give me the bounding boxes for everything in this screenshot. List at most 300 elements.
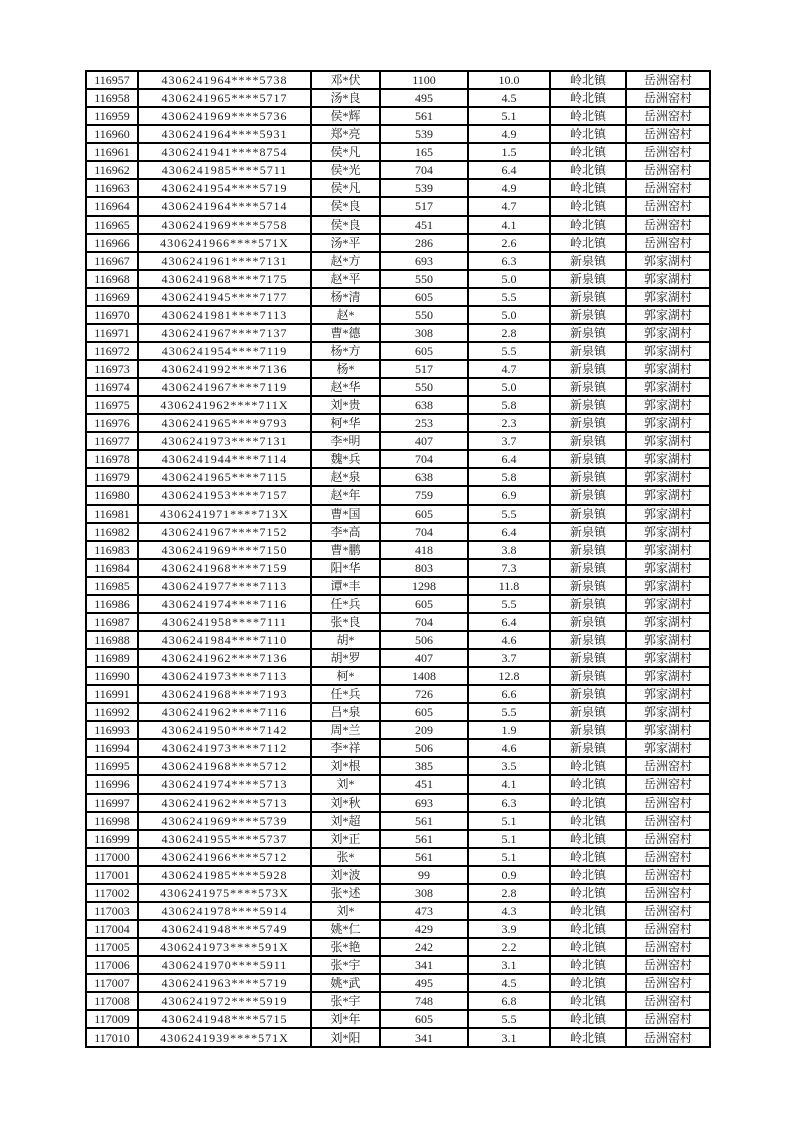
cell-serial-number: 116995: [86, 757, 138, 775]
cell-amount: 517: [380, 360, 468, 378]
cell-amount: 550: [380, 270, 468, 288]
cell-area: 5.5: [468, 505, 550, 523]
cell-area: 5.1: [468, 812, 550, 830]
cell-id-number: 4306241967****7119: [138, 378, 311, 396]
cell-area: 7.3: [468, 559, 550, 577]
cell-amount: 495: [380, 89, 468, 107]
cell-name: 李*高: [311, 523, 380, 541]
cell-area: 4.3: [468, 902, 550, 920]
cell-town: 岭北镇: [550, 216, 626, 234]
cell-amount: 517: [380, 197, 468, 215]
cell-name: 谭*丰: [311, 577, 380, 595]
cell-serial-number: 117010: [86, 1028, 138, 1047]
table-row: [86, 450, 710, 468]
cell-name: 姚*武: [311, 974, 380, 992]
cell-serial-number: 116967: [86, 252, 138, 270]
cell-name: 张*宇: [311, 992, 380, 1010]
cell-village: 郭家湖村: [626, 486, 710, 504]
table-row: [86, 866, 710, 884]
table-row: [86, 505, 710, 523]
cell-id-number: 4306241954****5719: [138, 179, 311, 197]
cell-town: 岭北镇: [550, 107, 626, 125]
table-row: [86, 830, 710, 848]
cell-id-number: 4306241962****7136: [138, 649, 311, 667]
cell-amount: 308: [380, 884, 468, 902]
cell-amount: 704: [380, 523, 468, 541]
cell-serial-number: 117009: [86, 1010, 138, 1028]
cell-amount: 242: [380, 938, 468, 956]
cell-town: 新泉镇: [550, 252, 626, 270]
cell-village: 岳洲窑村: [626, 938, 710, 956]
table-row: [86, 757, 710, 775]
cell-area: 4.6: [468, 739, 550, 757]
cell-area: 3.9: [468, 920, 550, 938]
cell-amount: 605: [380, 703, 468, 721]
cell-serial-number: 116973: [86, 360, 138, 378]
cell-serial-number: 116990: [86, 667, 138, 685]
cell-village: 岳洲窑村: [626, 125, 710, 143]
table-row: [86, 288, 710, 306]
cell-name: 张*: [311, 848, 380, 866]
cell-area: 1.9: [468, 721, 550, 739]
cell-village: 岳洲窑村: [626, 161, 710, 179]
table-row: [86, 71, 710, 89]
table-row: [86, 685, 710, 703]
cell-serial-number: 116994: [86, 739, 138, 757]
cell-area: 5.5: [468, 703, 550, 721]
table-row: [86, 179, 710, 197]
cell-area: 3.1: [468, 1028, 550, 1047]
cell-id-number: 4306241992****7136: [138, 360, 311, 378]
cell-town: 新泉镇: [550, 432, 626, 450]
cell-area: 6.6: [468, 685, 550, 703]
cell-id-number: 4306241944****7114: [138, 450, 311, 468]
cell-serial-number: 116980: [86, 486, 138, 504]
cell-area: 3.1: [468, 956, 550, 974]
cell-id-number: 4306241964****5931: [138, 125, 311, 143]
cell-village: 岳洲窑村: [626, 812, 710, 830]
cell-town: 岭北镇: [550, 143, 626, 161]
cell-serial-number: 116976: [86, 414, 138, 432]
cell-serial-number: 116966: [86, 234, 138, 252]
cell-area: 4.6: [468, 631, 550, 649]
cell-amount: 638: [380, 396, 468, 414]
cell-area: 2.2: [468, 938, 550, 956]
table-row: [86, 812, 710, 830]
cell-town: 新泉镇: [550, 270, 626, 288]
cell-area: 5.1: [468, 848, 550, 866]
cell-area: 3.8: [468, 541, 550, 559]
table-row: [86, 306, 710, 324]
table-row: [86, 360, 710, 378]
cell-id-number: 4306241968****7159: [138, 559, 311, 577]
cell-serial-number: 116986: [86, 595, 138, 613]
cell-name: 柯*华: [311, 414, 380, 432]
cell-serial-number: 117000: [86, 848, 138, 866]
cell-amount: 803: [380, 559, 468, 577]
cell-name: 赵*华: [311, 378, 380, 396]
cell-town: 新泉镇: [550, 486, 626, 504]
cell-amount: 561: [380, 107, 468, 125]
cell-name: 郑*亮: [311, 125, 380, 143]
cell-id-number: 4306241945****7177: [138, 288, 311, 306]
cell-id-number: 4306241939****571X: [138, 1028, 311, 1047]
cell-area: 4.1: [468, 216, 550, 234]
cell-amount: 209: [380, 721, 468, 739]
cell-town: 新泉镇: [550, 577, 626, 595]
cell-serial-number: 116972: [86, 342, 138, 360]
cell-name: 刘*正: [311, 830, 380, 848]
cell-amount: 451: [380, 216, 468, 234]
cell-area: 6.4: [468, 613, 550, 631]
cell-amount: 704: [380, 161, 468, 179]
cell-village: 郭家湖村: [626, 667, 710, 685]
table-row: [86, 396, 710, 414]
cell-id-number: 4306241953****7157: [138, 486, 311, 504]
cell-serial-number: 116962: [86, 161, 138, 179]
table-body: [86, 71, 710, 1047]
cell-amount: 506: [380, 739, 468, 757]
cell-serial-number: 116961: [86, 143, 138, 161]
cell-town: 岭北镇: [550, 884, 626, 902]
cell-village: 郭家湖村: [626, 721, 710, 739]
cell-town: 新泉镇: [550, 721, 626, 739]
cell-area: 6.9: [468, 486, 550, 504]
cell-village: 郭家湖村: [626, 468, 710, 486]
cell-village: 郭家湖村: [626, 306, 710, 324]
cell-area: 6.3: [468, 794, 550, 812]
table-row: [86, 486, 710, 504]
cell-area: 6.4: [468, 161, 550, 179]
cell-amount: 605: [380, 342, 468, 360]
cell-id-number: 4306241970****5911: [138, 956, 311, 974]
cell-area: 5.8: [468, 468, 550, 486]
cell-id-number: 4306241977****7113: [138, 577, 311, 595]
cell-village: 郭家湖村: [626, 270, 710, 288]
cell-village: 岳洲窑村: [626, 216, 710, 234]
cell-area: 1.5: [468, 143, 550, 161]
cell-village: 岳洲窑村: [626, 794, 710, 812]
cell-amount: 1408: [380, 667, 468, 685]
cell-village: 郭家湖村: [626, 252, 710, 270]
cell-serial-number: 116965: [86, 216, 138, 234]
cell-serial-number: 116979: [86, 468, 138, 486]
cell-town: 新泉镇: [550, 378, 626, 396]
cell-id-number: 4306241971****713X: [138, 505, 311, 523]
cell-amount: 550: [380, 306, 468, 324]
cell-id-number: 4306241964****5738: [138, 71, 311, 89]
cell-serial-number: 116970: [86, 306, 138, 324]
cell-town: 岭北镇: [550, 71, 626, 89]
cell-amount: 759: [380, 486, 468, 504]
cell-area: 3.5: [468, 757, 550, 775]
cell-amount: 748: [380, 992, 468, 1010]
cell-name: 汤*平: [311, 234, 380, 252]
cell-id-number: 4306241973****7112: [138, 739, 311, 757]
cell-town: 新泉镇: [550, 450, 626, 468]
table-row: [86, 1010, 710, 1028]
cell-town: 新泉镇: [550, 342, 626, 360]
table-row: [86, 631, 710, 649]
cell-name: 张*良: [311, 613, 380, 631]
cell-serial-number: 116969: [86, 288, 138, 306]
cell-area: 4.5: [468, 89, 550, 107]
cell-name: 周*兰: [311, 721, 380, 739]
cell-id-number: 4306241969****5739: [138, 812, 311, 830]
table-row: [86, 432, 710, 450]
cell-village: 郭家湖村: [626, 324, 710, 342]
cell-name: 侯*凡: [311, 143, 380, 161]
cell-amount: 253: [380, 414, 468, 432]
cell-amount: 165: [380, 143, 468, 161]
cell-serial-number: 116975: [86, 396, 138, 414]
cell-amount: 726: [380, 685, 468, 703]
cell-id-number: 4306241955****5737: [138, 830, 311, 848]
cell-serial-number: 117006: [86, 956, 138, 974]
cell-town: 岭北镇: [550, 197, 626, 215]
cell-amount: 704: [380, 613, 468, 631]
cell-town: 岭北镇: [550, 902, 626, 920]
cell-town: 岭北镇: [550, 992, 626, 1010]
cell-town: 岭北镇: [550, 234, 626, 252]
cell-id-number: 4306241962****7116: [138, 703, 311, 721]
cell-name: 侯*良: [311, 197, 380, 215]
cell-name: 李*明: [311, 432, 380, 450]
cell-serial-number: 116974: [86, 378, 138, 396]
cell-village: 岳洲窑村: [626, 143, 710, 161]
cell-village: 郭家湖村: [626, 577, 710, 595]
cell-village: 郭家湖村: [626, 450, 710, 468]
table-row: [86, 848, 710, 866]
table-row: [86, 143, 710, 161]
cell-area: 2.6: [468, 234, 550, 252]
cell-village: 郭家湖村: [626, 360, 710, 378]
cell-name: 阳*华: [311, 559, 380, 577]
cell-name: 胡*: [311, 631, 380, 649]
cell-name: 李*祥: [311, 739, 380, 757]
cell-amount: 605: [380, 505, 468, 523]
cell-id-number: 4306241966****5712: [138, 848, 311, 866]
cell-village: 岳洲窑村: [626, 234, 710, 252]
table-row: [86, 216, 710, 234]
table-row: [86, 252, 710, 270]
table-row: [86, 938, 710, 956]
cell-town: 新泉镇: [550, 505, 626, 523]
cell-name: 刘*波: [311, 866, 380, 884]
cell-id-number: 4306241974****7116: [138, 595, 311, 613]
cell-area: 12.8: [468, 667, 550, 685]
cell-id-number: 4306241967****7137: [138, 324, 311, 342]
cell-area: 2.3: [468, 414, 550, 432]
cell-amount: 539: [380, 125, 468, 143]
table-row: [86, 721, 710, 739]
cell-id-number: 4306241967****7152: [138, 523, 311, 541]
cell-village: 岳洲窑村: [626, 866, 710, 884]
cell-town: 岭北镇: [550, 89, 626, 107]
cell-village: 郭家湖村: [626, 649, 710, 667]
cell-village: 郭家湖村: [626, 378, 710, 396]
cell-village: 郭家湖村: [626, 559, 710, 577]
cell-name: 邓*伏: [311, 71, 380, 89]
cell-serial-number: 116997: [86, 794, 138, 812]
cell-amount: 638: [380, 468, 468, 486]
cell-town: 岭北镇: [550, 830, 626, 848]
cell-serial-number: 117002: [86, 884, 138, 902]
cell-area: 5.5: [468, 342, 550, 360]
cell-serial-number: 116968: [86, 270, 138, 288]
cell-town: 新泉镇: [550, 631, 626, 649]
cell-id-number: 4306241965****9793: [138, 414, 311, 432]
cell-id-number: 4306241958****7111: [138, 613, 311, 631]
cell-amount: 605: [380, 288, 468, 306]
cell-area: 5.8: [468, 396, 550, 414]
cell-village: 岳洲窑村: [626, 974, 710, 992]
cell-name: 张*艳: [311, 938, 380, 956]
cell-serial-number: 116960: [86, 125, 138, 143]
cell-town: 岭北镇: [550, 956, 626, 974]
cell-town: 新泉镇: [550, 667, 626, 685]
cell-village: 郭家湖村: [626, 505, 710, 523]
cell-serial-number: 116959: [86, 107, 138, 125]
cell-serial-number: 116987: [86, 613, 138, 631]
table-row: [86, 270, 710, 288]
cell-village: 岳洲窑村: [626, 89, 710, 107]
cell-name: 杨*: [311, 360, 380, 378]
cell-amount: 561: [380, 812, 468, 830]
cell-amount: 286: [380, 234, 468, 252]
cell-amount: 539: [380, 179, 468, 197]
cell-amount: 99: [380, 866, 468, 884]
table-row: [86, 613, 710, 631]
cell-id-number: 4306241941****8754: [138, 143, 311, 161]
cell-id-number: 4306241968****5712: [138, 757, 311, 775]
cell-name: 任*兵: [311, 595, 380, 613]
cell-town: 岭北镇: [550, 920, 626, 938]
cell-name: 刘*贵: [311, 396, 380, 414]
cell-area: 4.7: [468, 360, 550, 378]
cell-name: 张*宇: [311, 956, 380, 974]
cell-name: 侯*光: [311, 161, 380, 179]
cell-id-number: 4306241975****573X: [138, 884, 311, 902]
cell-area: 4.7: [468, 197, 550, 215]
cell-serial-number: 116978: [86, 450, 138, 468]
cell-village: 郭家湖村: [626, 739, 710, 757]
cell-id-number: 4306241965****5717: [138, 89, 311, 107]
cell-amount: 605: [380, 1010, 468, 1028]
table-row: [86, 541, 710, 559]
cell-area: 11.8: [468, 577, 550, 595]
cell-id-number: 4306241962****5713: [138, 794, 311, 812]
cell-town: 岭北镇: [550, 974, 626, 992]
cell-serial-number: 117008: [86, 992, 138, 1010]
table-row: [86, 378, 710, 396]
cell-id-number: 4306241948****5715: [138, 1010, 311, 1028]
cell-village: 郭家湖村: [626, 595, 710, 613]
table-row: [86, 559, 710, 577]
cell-village: 郭家湖村: [626, 288, 710, 306]
table-row: [86, 161, 710, 179]
cell-serial-number: 116958: [86, 89, 138, 107]
cell-town: 新泉镇: [550, 468, 626, 486]
cell-area: 4.9: [468, 179, 550, 197]
cell-name: 曹*国: [311, 505, 380, 523]
cell-village: 岳洲窑村: [626, 71, 710, 89]
cell-amount: 341: [380, 1028, 468, 1047]
cell-serial-number: 117005: [86, 938, 138, 956]
cell-name: 胡*罗: [311, 649, 380, 667]
cell-area: 2.8: [468, 324, 550, 342]
cell-village: 郭家湖村: [626, 613, 710, 631]
cell-serial-number: 116998: [86, 812, 138, 830]
cell-village: 岳洲窑村: [626, 1028, 710, 1047]
cell-id-number: 4306241969****7150: [138, 541, 311, 559]
table-row: [86, 125, 710, 143]
cell-amount: 429: [380, 920, 468, 938]
table-row: [86, 920, 710, 938]
table-row: [86, 324, 710, 342]
cell-id-number: 4306241966****571X: [138, 234, 311, 252]
cell-name: 赵*: [311, 306, 380, 324]
cell-serial-number: 116996: [86, 775, 138, 793]
cell-village: 郭家湖村: [626, 396, 710, 414]
cell-area: 5.5: [468, 1010, 550, 1028]
cell-amount: 308: [380, 324, 468, 342]
cell-name: 侯*凡: [311, 179, 380, 197]
cell-id-number: 4306241973****7113: [138, 667, 311, 685]
cell-village: 岳洲窑村: [626, 179, 710, 197]
cell-serial-number: 116957: [86, 71, 138, 89]
cell-area: 5.1: [468, 107, 550, 125]
cell-name: 杨*方: [311, 342, 380, 360]
cell-serial-number: 116964: [86, 197, 138, 215]
cell-area: 5.5: [468, 595, 550, 613]
table-row: [86, 468, 710, 486]
cell-area: 2.8: [468, 884, 550, 902]
cell-name: 侯*良: [311, 216, 380, 234]
cell-area: 5.0: [468, 270, 550, 288]
cell-name: 赵*方: [311, 252, 380, 270]
cell-village: 郭家湖村: [626, 414, 710, 432]
table-row: [86, 739, 710, 757]
table-row: [86, 234, 710, 252]
table-row: [86, 523, 710, 541]
cell-name: 吕*泉: [311, 703, 380, 721]
cell-area: 0.9: [468, 866, 550, 884]
cell-name: 侯*辉: [311, 107, 380, 125]
cell-amount: 473: [380, 902, 468, 920]
cell-town: 岭北镇: [550, 794, 626, 812]
cell-id-number: 4306241961****7131: [138, 252, 311, 270]
table-row: [86, 794, 710, 812]
cell-serial-number: 116981: [86, 505, 138, 523]
cell-town: 岭北镇: [550, 775, 626, 793]
cell-town: 岭北镇: [550, 938, 626, 956]
cell-town: 新泉镇: [550, 613, 626, 631]
table-row: [86, 992, 710, 1010]
cell-name: 张*述: [311, 884, 380, 902]
cell-village: 岳洲窑村: [626, 757, 710, 775]
cell-id-number: 4306241968****7175: [138, 270, 311, 288]
cell-amount: 1100: [380, 71, 468, 89]
cell-name: 刘*超: [311, 812, 380, 830]
cell-town: 新泉镇: [550, 324, 626, 342]
cell-serial-number: 117007: [86, 974, 138, 992]
cell-id-number: 4306241948****5749: [138, 920, 311, 938]
cell-area: 5.0: [468, 306, 550, 324]
cell-village: 岳洲窑村: [626, 848, 710, 866]
cell-amount: 341: [380, 956, 468, 974]
cell-serial-number: 116985: [86, 577, 138, 595]
